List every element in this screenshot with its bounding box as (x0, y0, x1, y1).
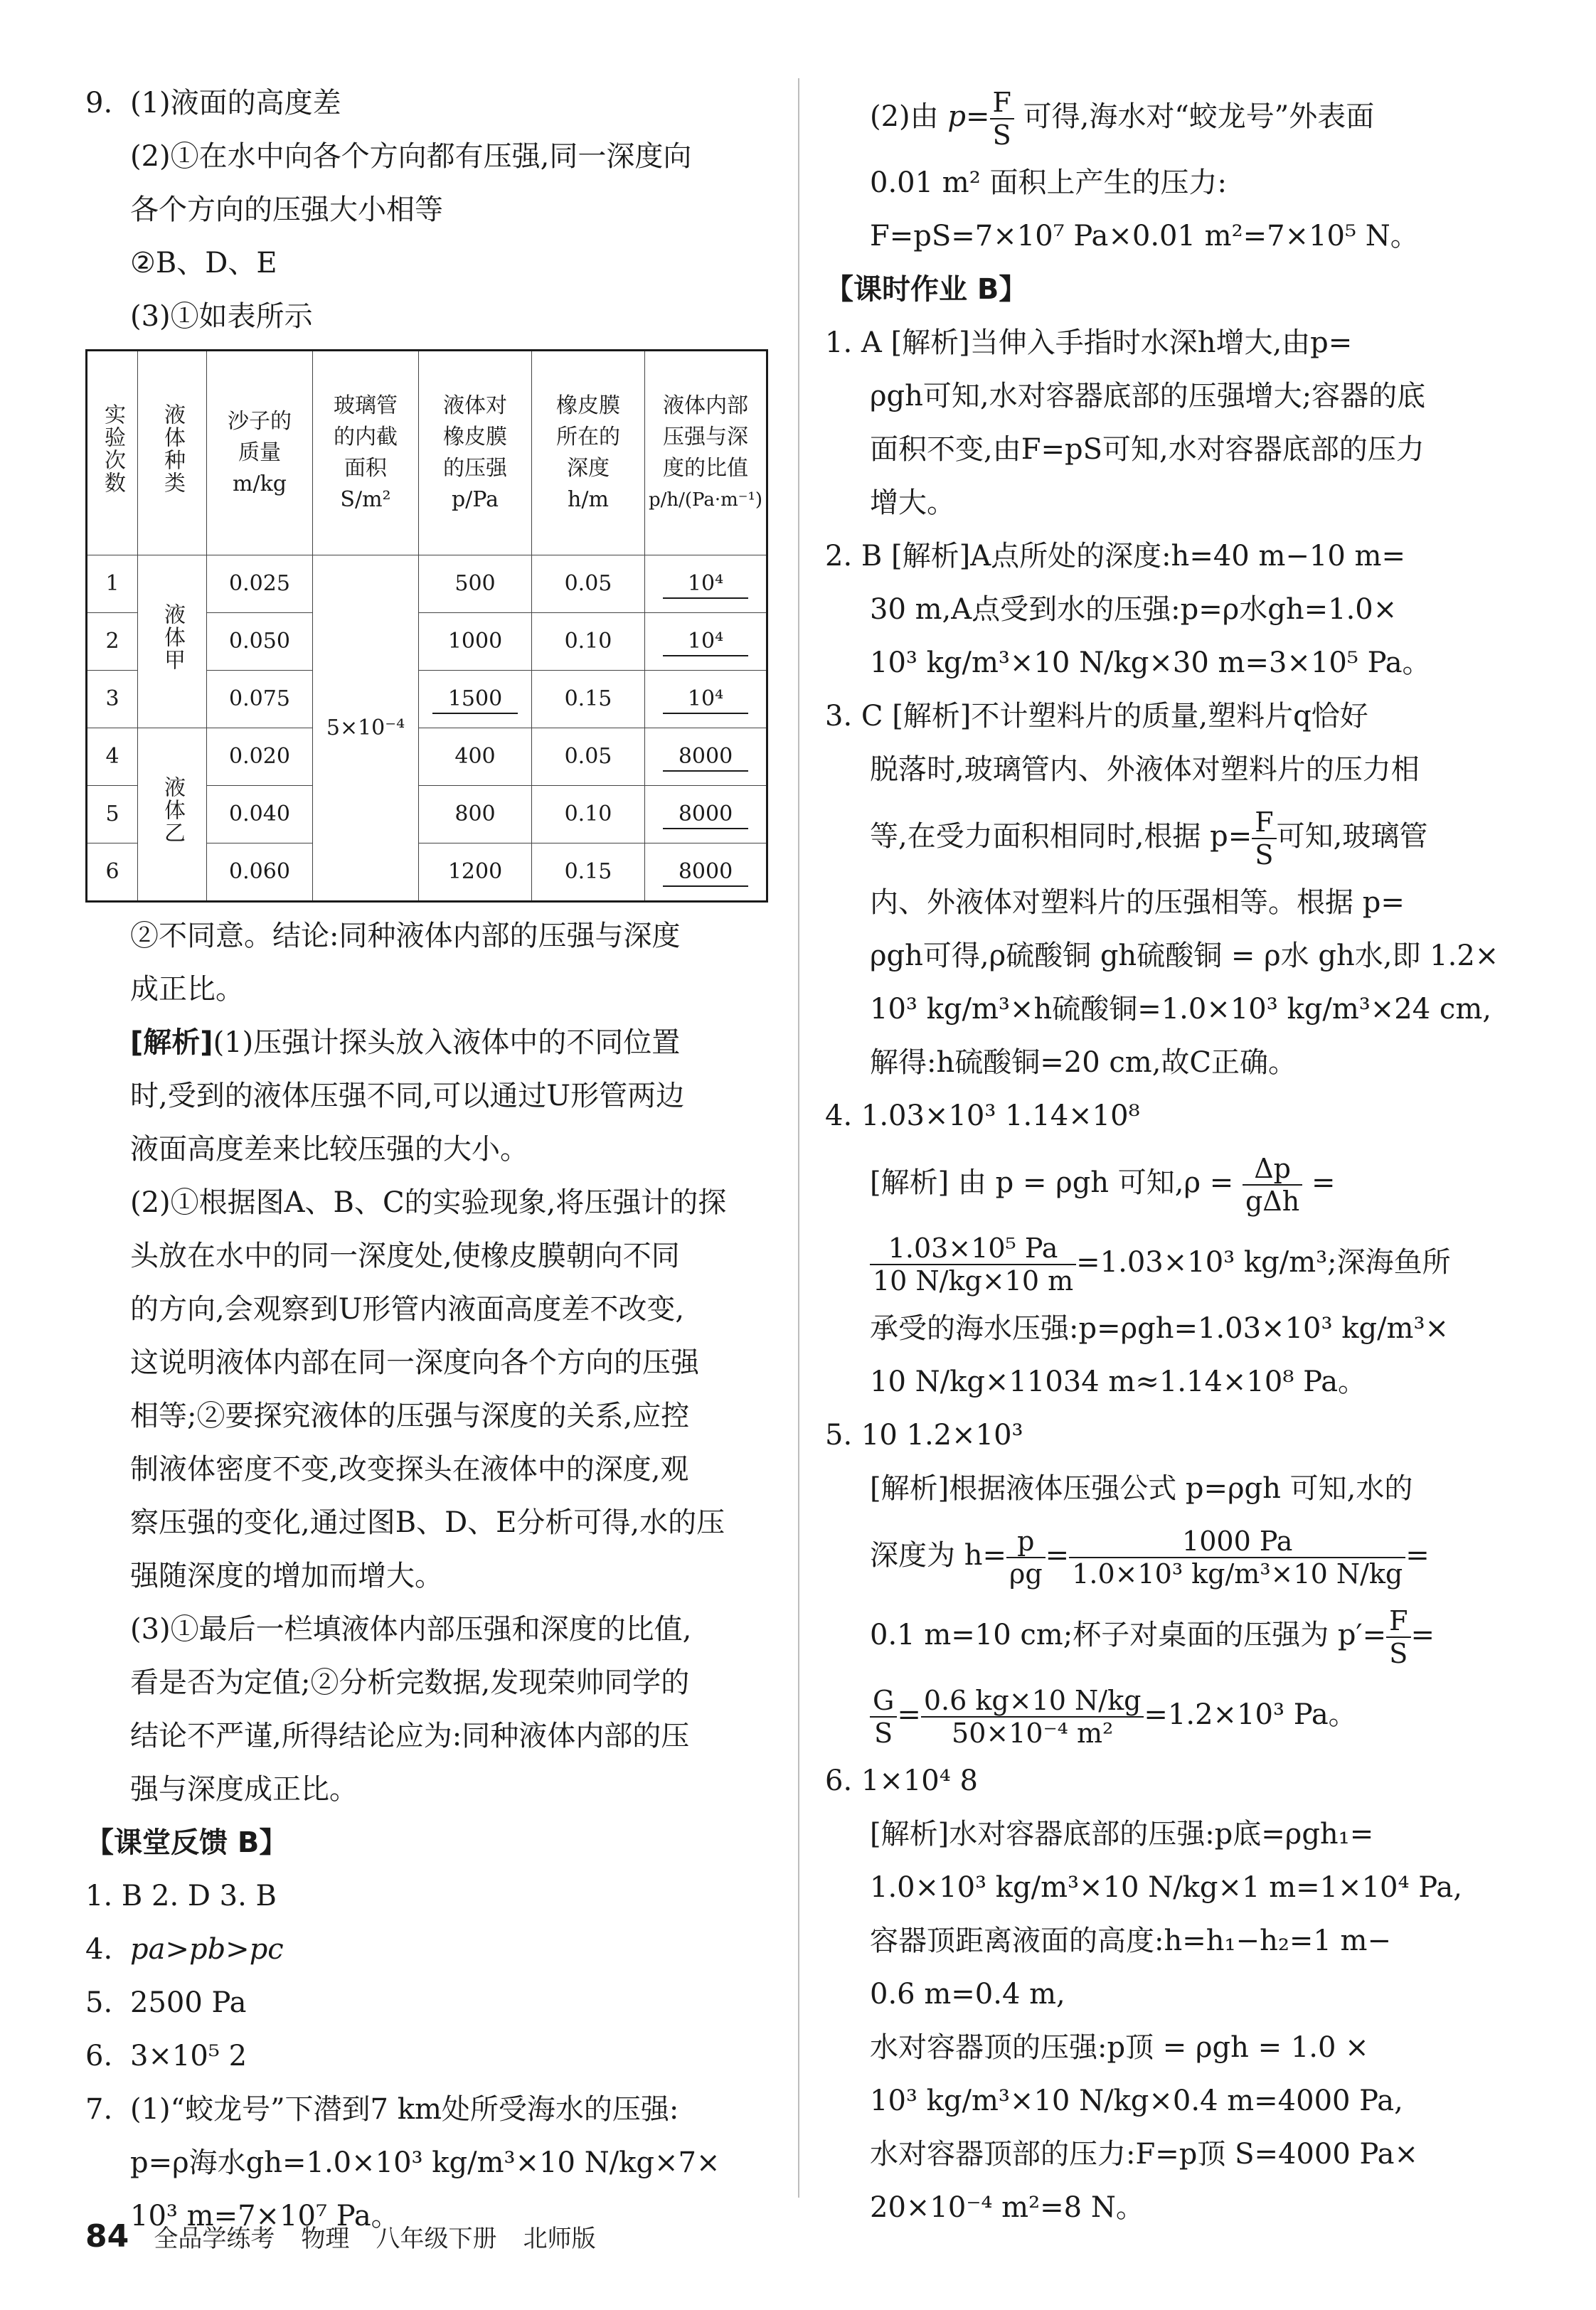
cell-liquid-a: 液体甲 (138, 555, 207, 728)
answer-4: pa>pb>pc (130, 1933, 284, 1966)
exp-line: 的方向,会观察到U形管内液面高度差不改变, (130, 1293, 685, 1326)
answer-7c: 10³ m=7×10⁷ Pa。 (130, 2200, 400, 2232)
cell-mass: 0.025 (207, 555, 313, 613)
answer-5: 2500 Pa (130, 1986, 247, 2019)
q9-part4b: 成正比。 (130, 973, 244, 1006)
exp-line: 强与深度成正比。 (130, 1773, 358, 1806)
q4-line: 承受的海水压强:p=ρgh=1.03×10³ kg/m³× (870, 1312, 1449, 1345)
q6-line: 10³ kg/m³×10 N/kg×0.4 m=4000 Pa, (870, 2085, 1403, 2117)
table-header-row (87, 351, 767, 555)
cell-pressure: 1200 (419, 843, 532, 902)
exp-line: 这说明液体内部在同一深度向各个方向的压强 (130, 1346, 699, 1379)
q3-line-frac: 等,在受力面积相同时,根据 p= $\frac{F}{S}$ 可知,玻璃管 (870, 807, 1428, 871)
footer-brand: 全品学练考 (154, 2225, 275, 2253)
cell-pressure: 400 (419, 728, 532, 786)
cell-depth: 0.15 (532, 843, 645, 902)
q2-line: 2. B [解析]A点所处的深度:h=40 m−10 m= (825, 540, 1405, 573)
q6-line: 容器顶距离液面的高度:h=h₁−h₂=1 m− (870, 1925, 1391, 1957)
cell-ratio: 10⁴ (645, 613, 767, 671)
q3-line: 脱落时,玻璃管内、外液体对塑料片的压力相 (870, 753, 1420, 786)
q9-part4a: ②不同意。结论:同种液体内部的压强与深度 (130, 920, 681, 952)
answer-7a: (1)“蛟龙号”下潜到7 km处所受海水的压强: (130, 2093, 679, 2126)
q5-line-frac: 深度为 h= $\frac{p}{\rho g}$ = $\frac{1000 Pa}{\text{1.0×10³ kg/m³×10 N/kg}}$ = (870, 1526, 1430, 1590)
r-line-1: (2)由 p= $\frac{F}{S}$ 可得,海水对“蛟龙号”外表面 (870, 87, 1375, 151)
exp-line: 头放在水中的同一深度处,使橡皮膜朝向不同 (130, 1240, 680, 1272)
cell-depth: 0.05 (532, 555, 645, 613)
exp-line: 察压强的变化,通过图B、D、E分析可得,水的压 (130, 1506, 725, 1539)
right-column (825, 77, 1508, 2235)
q3-line: 10³ kg/m³×h硫酸铜=1.0×10³ kg/m³×24 cm, (870, 993, 1491, 1026)
fraction-numeric: $\frac{0.6 kg\times 10 N/kg}{\text{50×10⁻⁴ m²}}$ (921, 1685, 1144, 1749)
q6-line: 6. 1×10⁴ 8 (825, 1765, 978, 1797)
q9-part2a: (2)①在水中向各个方向都有压强,同一深度向 (130, 140, 692, 173)
q9-part2b: 各个方向的压强大小相等 (130, 193, 443, 226)
q6-line: 1.0×10³ kg/m³×10 N/kg×1 m=1×10⁴ Pa, (870, 1871, 1462, 1904)
q4-line-frac2: $\frac{\text{1.03×10⁵ Pa}}{10 N/kg\times 10 m}$ =1.03×10³ kg/m³;深海鱼所 (825, 1223, 1508, 1302)
q6-line: 20×10⁻⁴ m²=8 N。 (870, 2191, 1144, 2224)
header-trial: 实验次数 (87, 351, 138, 555)
r-line: 0.01 m² 面积上产生的压力: (870, 166, 1227, 199)
cell-trial: 1 (87, 555, 138, 613)
header-mass: 沙子的 质量 m/kg (207, 351, 313, 555)
answer-7-number: 7. (85, 2093, 113, 2126)
page-number: 84 (85, 2218, 129, 2255)
q2-line: 10³ kg/m³×10 N/kg×30 m=3×10⁵ Pa。 (870, 646, 1431, 679)
cell-ratio: 8000 (645, 786, 767, 843)
q6-line: [解析]水对容器底部的压强:p底=ρgh₁= (870, 1818, 1374, 1851)
q1-line: 面积不变,由F=pS可知,水对容器底部的压力 (870, 433, 1425, 466)
section-heading-classroom-feedback: 【课堂反馈 B】 (85, 1826, 288, 1859)
footer-grade: 八年级下册 (376, 2225, 497, 2253)
fraction-F-over-S: $\frac{F}{S}$ (990, 87, 1014, 151)
header-pressure: 液体对 橡皮膜 的压强 p/Pa (419, 351, 532, 555)
q4-line-frac: [解析] 由 p = ρgh 可知,ρ = $\frac{\Delta p}{\text{gΔh}}$ = (870, 1153, 1336, 1217)
exp-line: 液面高度差来比较压强的大小。 (130, 1133, 528, 1166)
cell-trial: 3 (87, 671, 138, 728)
footer-edition: 北师版 (523, 2225, 596, 2253)
cell-area: 5×10⁻⁴ (313, 555, 419, 902)
q3-line: 内、外液体对塑料片的压强相等。根据 p= (870, 886, 1405, 919)
q6-line: 水对容器顶的压强:p顶 = ρgh = 1.0 × (870, 2031, 1369, 2064)
fraction-dp-over-gdh: $\frac{\Delta p}{\text{gΔh}}$ (1243, 1153, 1302, 1217)
cell-depth: 0.05 (532, 728, 645, 786)
explanation-label: [解析] (130, 1026, 213, 1059)
q9-part3: (3)①如表所示 (130, 300, 313, 333)
fraction-numeric: $\frac{1000 Pa}{\text{1.0×10³ kg/m³×10 N/kg}}$ (1069, 1526, 1405, 1590)
exp-line: 相等;②要探究液体的压强与深度的关系,应控 (130, 1400, 690, 1432)
section-heading-homework: 【课时作业 B】 (825, 273, 1028, 306)
answer-1-3: 1. B 2. D 3. B (85, 1880, 277, 1912)
q5-line-frac2: 0.1 m=10 cm;杯子对桌面的压强为 p′= $\frac{F}{S}$ = (870, 1605, 1435, 1669)
header-ratio: 液体内部 压强与深 度的比值 p/h/(Pa·m⁻¹) (645, 351, 767, 555)
q5-line: 5. 10 1.2×10³ (825, 1419, 1023, 1452)
cell-ratio: 8000 (645, 843, 767, 902)
q9-part1: (1)液面的高度差 (130, 87, 341, 119)
cell-pressure: 1500 (419, 671, 532, 728)
q3-line: 解得:h硫酸铜=20 cm,故C正确。 (870, 1046, 1297, 1079)
exp-line: 结论不严谨,所得结论应为:同种液体内部的压 (130, 1720, 690, 1752)
table-row (87, 728, 767, 786)
cell-pressure: 800 (419, 786, 532, 843)
cell-ratio: 10⁴ (645, 555, 767, 613)
answer-7b: p=ρ海水gh=1.0×10³ kg/m³×10 N/kg×7× (130, 2146, 720, 2179)
q2-line: 30 m,A点受到水的压强:p=ρ水gh=1.0× (870, 593, 1398, 626)
fraction-G-over-S: $\frac{G}{S}$ (870, 1685, 897, 1749)
q5-line-frac3: $\frac{G}{S}$ = $\frac{0.6 kg\times 10 N/kg}{\text{50×10⁻⁴ m²}}$ =1.2×10³ Pa。 (825, 1675, 1508, 1755)
r-line: F=pS=7×10⁷ Pa×0.01 m²=7×10⁵ N。 (870, 220, 1419, 252)
exp-line: 看是否为定值;②分析完数据,发现荣帅同学的 (130, 1666, 690, 1699)
fraction-F-over-S: $\frac{F}{S}$ (1386, 1605, 1410, 1669)
exp-line: (2)①根据图A、B、C的实验现象,将压强计的探 (130, 1186, 727, 1219)
cell-mass: 0.020 (207, 728, 313, 786)
experiment-table (85, 349, 768, 903)
q1-line: 1. A [解析]当伸入手指时水深h增大,由p= (825, 326, 1353, 359)
q9-number: 9. (85, 87, 113, 119)
cell-mass: 0.040 (207, 786, 313, 843)
cell-ratio: 8000 (645, 728, 767, 786)
q6-line: 水对容器顶部的压力:F=p顶 S=4000 Pa× (870, 2138, 1418, 2171)
q1-line: ρgh可知,水对容器底部的压强增大;容器的底 (870, 380, 1426, 412)
answer-5-number: 5. (85, 1986, 113, 2019)
q4-line: 10 N/kg×11034 m≈1.14×10⁸ Pa。 (870, 1366, 1367, 1398)
exp-line-1: [解析](1)压强计探头放入液体中的不同位置 (130, 1026, 681, 1059)
cell-depth: 0.15 (532, 671, 645, 728)
q9-part2c: ②B、D、E (130, 247, 277, 280)
exp-line: 时,受到的液体压强不同,可以通过U形管两边 (130, 1080, 685, 1112)
cell-depth: 0.10 (532, 613, 645, 671)
q6-line: 0.6 m=0.4 m, (870, 1978, 1065, 2011)
q3-line: ρgh可得,ρ硫酸铜 gh硫酸铜 = ρ水 gh水,即 1.2× (870, 940, 1499, 972)
fraction-p-over-rhog: $\frac{p}{\rho g}$ (1006, 1526, 1046, 1590)
formula-p: p (947, 100, 966, 133)
header-liquid: 液体种类 (138, 351, 207, 555)
cell-trial: 2 (87, 613, 138, 671)
cell-liquid-b: 液体乙 (138, 728, 207, 902)
cell-trial: 6 (87, 843, 138, 902)
q5-line: [解析]根据液体压强公式 p=ρgh 可知,水的 (870, 1472, 1413, 1505)
cell-ratio: 10⁴ (645, 671, 767, 728)
exp-line: 制液体密度不变,改变探头在液体中的深度,观 (130, 1453, 689, 1486)
cell-pressure: 500 (419, 555, 532, 613)
column-divider (798, 78, 799, 2198)
page-footer (85, 2212, 619, 2262)
answer-6: 3×10⁵ 2 (130, 2040, 248, 2072)
q4-line: 4. 1.03×10³ 1.14×10⁸ (825, 1100, 1140, 1132)
cell-mass: 0.075 (207, 671, 313, 728)
header-depth: 橡皮膜 所在的 深度 h/m (532, 351, 645, 555)
footer-subject: 物理 (301, 2225, 350, 2253)
cell-pressure: 1000 (419, 613, 532, 671)
answer-4-number: 4. (85, 1933, 113, 1966)
cell-trial: 5 (87, 786, 138, 843)
q3-line: 3. C [解析]不计塑料片的质量,塑料片q恰好 (825, 700, 1368, 733)
q1-line: 增大。 (870, 486, 955, 519)
cell-trial: 4 (87, 728, 138, 786)
cell-mass: 0.060 (207, 843, 313, 902)
table-row (87, 555, 767, 613)
header-area: 玻璃管 的内截 面积 S/m² (313, 351, 419, 555)
exp-line: 强随深度的增加而增大。 (130, 1560, 443, 1592)
exp-line: (3)①最后一栏填液体内部压强和深度的比值, (130, 1613, 692, 1646)
fraction-F-over-S: $\frac{F}{S}$ (1252, 807, 1276, 871)
answer-6-number: 6. (85, 2040, 113, 2072)
cell-mass: 0.050 (207, 613, 313, 671)
left-column (85, 77, 768, 2243)
fraction-numeric: $\frac{\text{1.03×10⁵ Pa}}{10 N/kg\times 10 m}$ (870, 1233, 1076, 1297)
cell-depth: 0.10 (532, 786, 645, 843)
